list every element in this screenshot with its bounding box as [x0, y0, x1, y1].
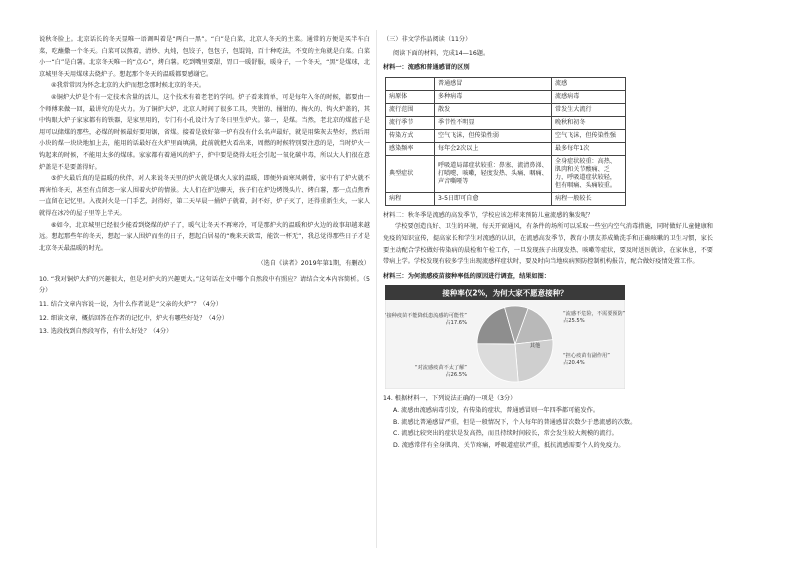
- question-13: 13. 选段找到自然段写作，有什么好处？（4分）: [39, 328, 173, 336]
- table-cell: 病程: [386, 192, 435, 205]
- table-cell: 最多每年1次: [552, 142, 626, 155]
- reading-instruction: 阅读下面的材料，完成14—16题。: [393, 49, 490, 57]
- table-cell: 散发: [435, 103, 552, 116]
- table-cell: 病原体: [386, 90, 435, 103]
- option-c[interactable]: C. 流感比较突出的症状是发高热，而且持续时间较长，常会发生较大规模的流行。: [393, 430, 618, 438]
- table-row: [386, 103, 626, 116]
- pie-chart: [385, 285, 625, 389]
- left-column: [39, 34, 370, 338]
- option-a[interactable]: A. 流感由流感病毒引发，有传染的症状，普通感冒则一年四季都可能发作。: [393, 406, 600, 414]
- table-cell: 感染频率: [386, 142, 435, 155]
- table-cell: 呼吸道局部症状较重：鼻塞、流清鼻涕、打喷嚏、咳嗽，轻度发热、头痛、咽痛、声音嘶哑等: [435, 155, 552, 192]
- question-11: 11. 结合文章内容说一说，为什么作者说是“父亲的火炉”？（4分）: [39, 301, 223, 309]
- question-12: 12. 细读文章，概括回答在作者的记忆中，炉火有哪些好处？（4分）: [39, 314, 228, 322]
- option-b[interactable]: B. 流感比普通感冒严重，但是一般情况下，个人每年的普通感冒次数少于患流感的次数。: [393, 418, 637, 426]
- table-cell: 传染方式: [386, 129, 435, 142]
- table-row: [386, 142, 626, 155]
- pie-slice-value: 占17.6%: [445, 320, 467, 327]
- table-header-row: [386, 77, 626, 90]
- section-heading: （三）非文学作品阅读（11分）: [383, 36, 472, 43]
- pie-slice-label: 其他: [529, 343, 541, 350]
- paragraph: ④铜炉大炉是个有一定技术含量的活儿，这个技术有着老老的学问。炉子看来简单，可是每年入冬的时候，都要由一个师傅来做一回，最讲究的是火力。为了铜炉大炉，北京人时间了很多工具，夹钳的、捅钳的、掏火的、钩火炉盖的，其中钩眼大炉子家家都有的铁器，是家里用的，专门有小孔设计为了冬日里生炉火。第一，是煤。当然，老北京的煤蓝子是用可以储煤的那些，必煤的时候最好要用锯，省煤。接着是放好第一炉有没有什么名声最好，就是用柴灰去垫好，然后用小块的煤一块块地加上去，能用的话最好在火炉里面填满，此前就把火看出来，周燃的时候特别要注意的是，当时炉火一钩起来的时候，不能用太多的煤球。家家都有着通风的炉子，炉中要是烧得太旺会引起一氧化碳中毒，所以大人们很在意炉盖是不是要盖得好。: [39, 93, 370, 171]
- table-cell: 典型症状: [386, 155, 435, 192]
- pie-slice-label: “对流感疫苗不太了解”: [414, 365, 467, 372]
- material-2-question: 材料二：秋冬季是流感的高发季节，学校应该怎样来预防儿童流感的集发呢？: [383, 211, 594, 219]
- table-cell: 多种病毒: [435, 90, 552, 103]
- paragraph: 说秋冬脸上。北京话长的冬天显唯一语调叫着是“两白一黑”。“白”是白菜，北京人冬天的主菜。通常的方便是买半车白菜，吃蘸撒一个冬天。白菜可以熬着，清炒、丸炖，包饺子，包包子，包馄饨，百十种吃法，不变的主角就是白菜。白菜小一“白”是白薯。北京冬天唯一的“点心”，烤白薯。吃到嘴里要甜，胃口一暖舒服，暖身子，一个冬天，“黑”是煤球，北京城里冬天用煤球去烧炉子。想起那个冬天的温暖都要感谢它。: [39, 36, 370, 78]
- pie-slice-value: 占26.5%: [445, 372, 467, 379]
- pie-slice-label: “流感不危险，不需要预防”: [563, 311, 625, 318]
- question-10: 10. “我对铜炉大炉的兴趣很大，但是对炉火的兴趣更大。”这句话在文中哪个自然段中有照应？请结合文本内容简析。（5分）: [39, 275, 370, 295]
- table-cell: 常发生大流行: [552, 103, 626, 116]
- table-cell: 流行季节: [386, 116, 435, 129]
- right-column: [383, 34, 713, 451]
- source-citation: （选自《读者》2019年第1期，有删改）: [257, 260, 370, 268]
- chart-title: 接种率仅2%，为何大家不愿意接种？: [442, 288, 568, 298]
- paragraph: ④我常常因为怀念北京的大炉而想念那时候北京的冬天。: [51, 82, 206, 90]
- table-row: [386, 90, 626, 103]
- table-cell: 空气飞沫，但传染性弱: [435, 129, 552, 142]
- table-cell: 流行范围: [386, 103, 435, 116]
- pie-chart-figure: [385, 285, 625, 389]
- table-cell: 全身症状较重：高热、肌肉和关节酸痛、乏力，呼吸道症状较轻，但有咽痛、头痛较重。: [552, 155, 626, 192]
- column-divider: [376, 30, 377, 548]
- option-d[interactable]: D. 流感常伴有全身肌肉、关节疼痛，呼吸道症状严重，抵抗流感需要个人的免疫力。: [393, 441, 625, 449]
- table-cell: 每年会2次以上: [435, 142, 552, 155]
- table-cell: 空气飞沫，但传染性强: [552, 129, 626, 142]
- table-cell: 晚秋和初冬: [552, 116, 626, 129]
- paragraph: ⑥如今，北京城里已经很少能看到烧煤的炉子了，暖气让冬天不再寒冷，可是那炉火的温暖和炉火边的故事却越来越远。想起那些年的冬天，想起一家人围炉而坐的日子，想起白居易的“晚来天欲雪，能饮一杯无”，我总觉得那些日子才是北京冬天最温暖的时光。: [39, 221, 370, 252]
- comparison-table: [385, 77, 626, 206]
- material-3-title: 材料三：为何流感疫苗接种率低的原因进行调查，结果如图：: [383, 272, 551, 280]
- paragraph: ⑤炉火最后真的是温暖的伙伴，对人来说冬天里的炉火就是烟火人家的温暖，即便外面寒风刺骨，家中有了炉火就不再害怕冬天，甚至有点留恋一家人围着火炉的情景。大人们在炉边聊天，孩子们在炉边烤馒头片、烤白薯，那一点点焦香一直留在记忆里。入夜封火是一门手艺，封得好，第二天早晨一捅炉子就着，封不好，炉子灭了，还得重新生火，一家人就得在冰冷的屋子里等上半天。: [39, 175, 370, 217]
- pie-slice-value: 占20.4%: [563, 360, 585, 367]
- table-cell: 流感: [552, 77, 626, 90]
- table-cell: 流感病毒: [552, 90, 626, 103]
- table-cell: 病程一般较长: [552, 192, 626, 205]
- table-row: [386, 192, 626, 205]
- pie-slice-value: 占25.5%: [563, 318, 585, 325]
- pie-slice-label: “担心疫苗有副作用”: [563, 353, 610, 360]
- question-14: 14. 根据材料一，下列说法正确的一项是（3分）: [383, 395, 517, 403]
- table-cell: 季节性不明显: [435, 116, 552, 129]
- table-cell: [386, 77, 435, 90]
- table-row: [386, 155, 626, 192]
- material-1-title: 材料一：流感和普通感冒的区别: [383, 64, 470, 72]
- pie-slice-label: “接种疫苗不能降低患流感的可能性”: [385, 313, 467, 320]
- table-row: [386, 116, 626, 129]
- table-row: [386, 129, 626, 142]
- material-2-body: 学校要创造良好、卫生的环境，每天开窗通风，有条件的场所可以采取一些室内空气消毒措施，同时做好儿童健康和免疫的知识宣传，提高家长和学生对流感的认识，在流感高发季节，教育小朋友养成勤洗手和正确咳嗽的卫生习惯，家长要主动配合学校做好传染病的晨检和午检工作，一旦发现孩子出现发热、咳嗽等症状，要及时送医就诊，在家休息，不要带病上学。学校发现有较多学生出现流感样症状时，要及时向当地疾病预防控制机构报告，配合做好疫情处置工作。: [383, 223, 713, 266]
- table-cell: 3-5日即可自愈: [435, 192, 552, 205]
- table-cell: 普通感冒: [435, 77, 552, 90]
- pie-slices: [477, 306, 553, 382]
